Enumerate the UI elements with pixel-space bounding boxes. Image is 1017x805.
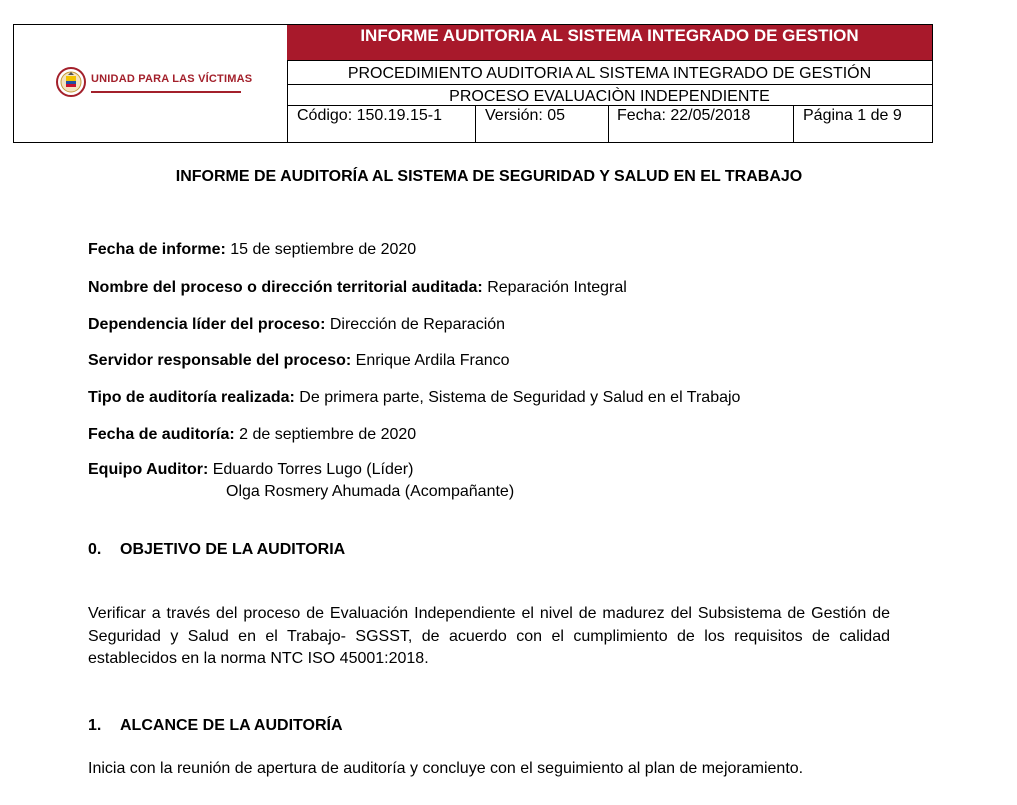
document-meta-row — [287, 106, 932, 142]
logo-cell — [14, 25, 288, 142]
objective-paragraph: Verificar a través del proceso de Evaluación Independiente el nivel de madurez del Subsistema de Gestión de Seguridad y Salud en el Trabajo- SGSST, de acuerdo con el cumplimiento de los requisitos de calidad establecidos en la norma NTC ISO 45001:2018. — [88, 605, 890, 667]
document-header — [13, 24, 933, 143]
field-process-name: Nombre del proceso o dirección territorial auditada: Reparación Integral — [88, 279, 627, 296]
divider — [608, 106, 609, 142]
field-report-date: Fecha de informe: 15 de septiembre de 2020 — [88, 241, 417, 258]
page-title: INFORME DE AUDITORÍA AL SISTEMA DE SEGURIDAD Y SALUD EN EL TRABAJO — [175, 168, 803, 185]
scope-paragraph: Inicia con la reunión de apertura de auditoría y concluye con el seguimiento al plan de mejoramiento. — [88, 760, 804, 777]
process-name: PROCESO EVALUACIÒN INDEPENDIENTE — [287, 85, 932, 106]
logo-underline — [91, 91, 241, 93]
coat-of-arms-icon — [56, 67, 86, 97]
field-audit-type: Tipo de auditoría realizada: De primera parte, Sistema de Seguridad y Salud en el Trabajo — [88, 389, 741, 406]
document-version: Versión: 05 — [485, 107, 566, 124]
page-number: Página 1 de 9 — [803, 107, 902, 124]
divider — [793, 106, 794, 142]
section-heading-scope: 1. ALCANCE DE LA AUDITORÍA — [88, 717, 343, 734]
header-title: INFORME AUDITORIA AL SISTEMA INTEGRADO DE GESTION — [287, 25, 932, 61]
logo-text: UNIDAD PARA LAS VÍCTIMAS — [91, 73, 253, 85]
section-heading-objective: 0. OBJETIVO DE LA AUDITORIA — [88, 541, 346, 558]
field-audit-date: Fecha de auditoría: 2 de septiembre de 2020 — [88, 426, 417, 443]
field-lead-dependency: Dependencia líder del proceso: Dirección de Reparación — [88, 316, 506, 333]
document-code: Código: 150.19.15-1 — [297, 107, 442, 124]
field-process-owner: Servidor responsable del proceso: Enrique Ardila Franco — [88, 352, 510, 369]
field-audit-team: Equipo Auditor: Eduardo Torres Lugo (Líder) — [88, 461, 414, 478]
procedure-name: PROCEDIMIENTO AUDITORIA AL SISTEMA INTEGRADO DE GESTIÓN — [287, 61, 932, 85]
divider — [475, 106, 476, 142]
document-date: Fecha: 22/05/2018 — [617, 107, 751, 124]
audit-team-member: Olga Rosmery Ahumada (Acompañante) — [226, 483, 515, 500]
